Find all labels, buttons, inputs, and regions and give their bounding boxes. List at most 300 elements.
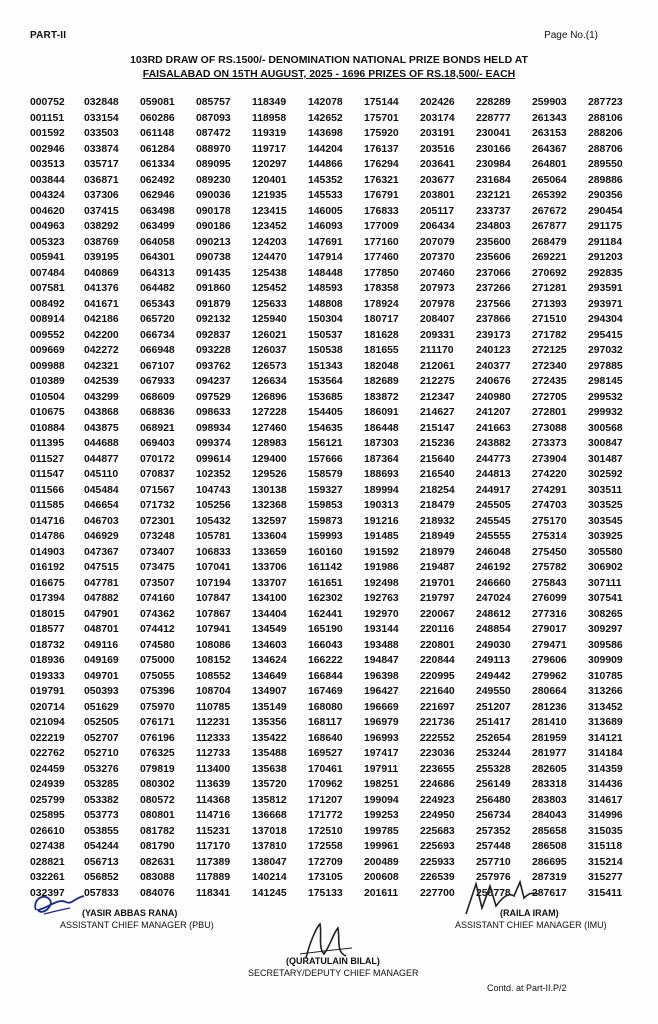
bond-number-cell: 315411 [588,887,623,899]
bond-number-cell: 159993 [308,531,343,542]
signature-left-name: (YASIR ABBAS RANA) [82,908,178,918]
bond-number-cell: 004963 [30,221,65,232]
draw-title-line-2: FAISALABAD ON 15TH AUGUST, 2025 - 1696 PRIZES OF RS.18,500/- EACH [142,68,516,80]
bond-number-cell: 194847 [364,655,399,666]
bond-number-cell: 143698 [308,128,343,139]
table-row [30,560,642,576]
bond-number-cell: 314996 [588,810,623,821]
bond-number-cell: 018577 [30,624,65,635]
bond-number-cell: 248854 [476,624,511,635]
table-row [30,777,642,793]
table-row [30,576,642,592]
bond-number-cell: 220844 [420,655,455,666]
bond-number-cell: 176833 [364,205,399,217]
bond-number-cell: 074580 [140,639,175,651]
bond-number-cell: 135638 [252,763,287,775]
bond-number-cell: 173105 [308,872,343,883]
bond-number-cell: 090213 [196,236,231,248]
bond-number-cell: 271510 [532,314,567,325]
bond-number-cell: 047901 [84,608,119,620]
bond-number-cell: 176321 [364,174,399,186]
bond-number-cell: 315277 [588,872,623,883]
bond-number-cell: 285658 [532,825,567,837]
signature-middle-name: (QURATULAIN BILAL) [286,956,380,966]
bond-number-cell: 107194 [196,577,231,589]
bond-number-cell: 053855 [84,825,119,837]
bond-number-cell: 181655 [364,345,399,356]
bond-number-cell: 244773 [476,453,511,465]
table-row [30,173,642,189]
bond-number-cell: 199253 [364,810,399,821]
bond-number-cell: 274220 [532,469,567,480]
bond-number-cell: 011585 [30,500,65,511]
bond-number-cell: 171207 [308,794,343,806]
bond-number-cell: 309297 [588,624,623,635]
bond-number-cell: 279017 [532,624,567,635]
bond-number-cell: 293591 [588,283,623,294]
table-row [30,808,642,824]
bond-number-cell: 251207 [476,701,511,713]
bond-number-cell: 256734 [476,810,511,821]
bond-number-cell: 237566 [476,298,511,310]
bond-number-cell: 256149 [476,779,511,790]
bond-number-cell: 300568 [588,422,623,434]
bond-number-cell: 239173 [476,329,511,341]
draw-title-line-1: 103RD DRAW OF RS.1500/- DENOMINATION NATIONAL PRIZE BONDS HELD AT [130,54,528,66]
bond-number-cell: 171772 [308,810,343,821]
bond-number-cell: 170962 [308,779,343,790]
signature-right-name: (RAILA IRAM) [500,908,559,918]
bond-number-cell: 172558 [308,841,343,852]
bond-number-cell: 138047 [252,856,287,868]
bond-number-cell: 259903 [532,97,567,108]
bond-number-cell: 223655 [420,763,455,775]
bond-number-cell: 307111 [588,577,622,589]
bond-number-cell: 085757 [196,97,231,108]
bond-number-cell: 212275 [420,376,455,387]
bond-number-cell: 168117 [308,717,343,728]
bond-number-cell: 175920 [364,128,399,139]
bond-number-cell: 126634 [252,376,287,387]
bond-number-cell: 182689 [364,376,399,387]
bond-number-cell: 089230 [196,174,231,186]
bond-number-cell: 245505 [476,500,511,511]
bond-number-cell: 107941 [196,624,231,635]
bond-number-cell: 039195 [84,252,119,263]
bond-number-cell: 042186 [84,314,119,325]
bond-number-cell: 220116 [420,624,455,635]
bond-number-cell: 001151 [30,112,65,124]
bond-number-cell: 003513 [30,159,65,170]
bond-number-cell: 192763 [364,593,399,604]
bond-number-cell: 208407 [420,314,455,325]
bond-number-cell: 257448 [476,841,511,852]
bond-number-cell: 257352 [476,825,511,837]
bond-number-cell: 129400 [252,453,287,465]
bond-number-cell: 183872 [364,391,399,403]
bond-number-cell: 281410 [532,717,567,728]
table-row [30,855,642,871]
bond-number-cell: 191592 [364,546,399,558]
bond-number-cell: 315214 [588,856,623,868]
bond-number-cell: 097529 [196,391,231,403]
bond-number-cell: 119319 [252,128,287,139]
bond-number-cell: 298145 [588,376,623,387]
bond-number-cell: 218979 [420,546,455,558]
bond-number-cell: 094237 [196,376,231,387]
bond-number-cell: 303525 [588,500,623,511]
table-row [30,545,642,561]
bond-number-cell: 126896 [252,391,287,403]
bond-number-cell: 003844 [30,174,65,186]
bond-number-cell: 043875 [84,422,119,434]
bond-number-cell: 271782 [532,329,567,341]
bond-number-cell: 270692 [532,267,567,279]
bond-number-cell: 295415 [588,329,623,341]
bond-number-cell: 228289 [476,97,511,108]
table-row [30,870,642,886]
table-row [30,421,642,437]
bond-number-cell: 108152 [196,655,231,666]
bond-number-cell: 130138 [252,484,287,496]
table-row [30,452,642,468]
bond-number-cell: 148448 [308,267,343,279]
bond-number-cell: 010389 [30,376,65,387]
bond-number-cell: 264801 [532,159,567,170]
table-row [30,405,642,421]
bond-number-cell: 061284 [140,143,175,155]
bond-number-cell: 146093 [308,221,343,232]
table-row [30,436,642,452]
bond-number-cell: 042539 [84,376,119,387]
bond-number-cell: 249550 [476,686,511,697]
bond-number-cell: 314436 [588,779,623,790]
bond-number-cell: 219487 [420,562,455,573]
bond-number-cell: 162302 [308,593,343,604]
bond-number-cell: 221697 [420,701,455,713]
bond-number-cell: 001592 [30,128,65,139]
bond-number-cell: 110785 [196,701,231,713]
bond-number-cell: 027438 [30,841,65,852]
bond-number-cell: 052505 [84,717,119,728]
bond-number-cell: 168080 [308,701,343,713]
bond-number-cell: 263153 [532,128,567,139]
bond-number-cell: 158579 [308,469,343,480]
bond-number-cell: 273373 [532,438,567,449]
bond-number-cell: 235606 [476,252,511,263]
bond-number-cell: 288206 [588,128,623,139]
bond-number-cell: 220801 [420,639,455,651]
table-row [30,622,642,638]
bond-number-cell: 083088 [140,872,175,883]
bond-number-cell: 290356 [588,190,623,201]
bond-number-cell: 224950 [420,810,455,821]
bond-number-cell: 134603 [252,639,287,651]
bond-number-cell: 207978 [420,298,455,310]
bond-number-cell: 137810 [252,841,287,852]
bond-number-cell: 244917 [476,484,511,496]
bond-number-cell: 180717 [364,314,399,325]
bond-number-cell: 246192 [476,562,511,573]
bond-number-cell: 207973 [420,283,455,294]
bond-number-cell: 098633 [196,407,231,418]
bond-number-cell: 033503 [84,128,119,139]
bond-number-cell: 306902 [588,562,623,573]
bond-number-cell: 065343 [140,298,175,310]
bond-number-cell: 114368 [196,794,231,806]
signature-right-title: ASSISTANT CHIEF MANAGER (IMU) [455,920,607,930]
bond-number-cell: 246660 [476,577,511,589]
table-row [30,343,642,359]
bond-number-cell: 251417 [476,717,511,728]
bond-number-cell: 220995 [420,670,455,682]
bond-number-cell: 144866 [308,159,343,170]
table-row [30,793,642,809]
bond-number-cell: 243882 [476,438,511,449]
bond-number-cell: 072301 [140,515,175,527]
bond-number-cell: 060286 [140,112,175,124]
bond-number-cell: 046654 [84,500,119,511]
bond-number-cell: 042272 [84,345,119,356]
bond-number-cell: 221736 [420,717,455,728]
bond-number-cell: 228777 [476,112,511,124]
bond-number-cell: 067107 [140,360,175,372]
bond-number-cell: 293971 [588,298,623,310]
bond-number-cell: 052710 [84,748,119,759]
bond-number-cell: 170461 [308,763,343,775]
bond-number-cell: 223036 [420,748,455,759]
bond-number-cell: 073407 [140,546,175,558]
bond-number-cell: 113400 [196,763,231,775]
bond-number-cell: 118958 [252,112,287,124]
bond-number-cell: 233737 [476,205,511,217]
bond-number-cell: 241207 [476,407,511,418]
bond-number-cell: 197911 [364,763,399,775]
bond-number-cell: 010504 [30,391,65,403]
bond-number-cell: 102352 [196,469,231,480]
bond-number-cell: 049116 [84,639,119,651]
bond-number-cell: 043299 [84,391,119,403]
bond-number-cell: 073248 [140,531,175,542]
bond-number-cell: 146005 [308,205,343,217]
bond-number-cell: 064313 [140,267,175,279]
bond-number-cell: 177460 [364,252,399,263]
bond-number-cell: 125452 [252,283,287,294]
bond-number-cell: 014716 [30,515,65,527]
continued-note: Contd. at Part-II.P/2 [487,983,567,993]
bond-number-cell: 090178 [196,205,231,217]
bond-number-cell: 008914 [30,314,65,325]
bond-number-cell: 037415 [84,205,119,217]
table-row [30,374,642,390]
bond-number-cell: 084076 [140,887,175,899]
bond-number-cell: 018015 [30,608,65,620]
bond-number-cell: 159853 [308,500,343,511]
bond-number-cell: 172510 [308,825,343,837]
bond-number-cell: 181628 [364,329,399,341]
bond-number-cell: 047515 [84,562,119,573]
bond-number-cell: 150538 [308,345,343,356]
bond-number-cell: 198251 [364,779,399,790]
bond-number-cell: 068609 [140,391,175,403]
table-row [30,359,642,375]
bond-number-cell: 272125 [532,345,567,356]
bond-number-cell: 265392 [532,190,567,201]
bond-number-cell: 160160 [308,546,343,558]
bond-number-cell: 049701 [84,670,119,682]
bond-number-cell: 108704 [196,686,231,697]
bond-number-cell: 186091 [364,407,399,418]
bond-number-cell: 090186 [196,221,231,232]
bond-number-cell: 288106 [588,112,623,124]
bond-number-cell: 145533 [308,190,343,201]
bond-number-cell: 190313 [364,500,399,511]
bond-number-cell: 225683 [420,825,455,837]
bond-number-cell: 189994 [364,484,399,496]
bond-number-cell: 125438 [252,267,287,279]
bond-number-cell: 314359 [588,763,623,775]
bond-number-cell: 309586 [588,639,623,651]
bond-number-cell: 248612 [476,608,511,620]
bond-number-cell: 066734 [140,329,175,341]
bond-number-cell: 215236 [420,438,455,449]
bond-number-cell: 247024 [476,593,511,604]
bond-number-cell: 129526 [252,469,287,480]
bond-number-cell: 196427 [364,686,399,697]
bond-number-cell: 286508 [532,841,567,852]
bond-number-cell: 056852 [84,872,119,883]
bond-number-cell: 287617 [532,887,567,899]
bond-number-cell: 255328 [476,763,511,775]
bond-number-cell: 118349 [252,97,287,108]
table-row [30,188,642,204]
bond-number-cell: 099374 [196,438,231,449]
bond-number-cell: 056713 [84,856,119,868]
bond-number-cell: 275450 [532,546,567,558]
bond-number-cell: 145352 [308,174,343,186]
winning-numbers-table [30,95,642,901]
bond-number-cell: 038769 [84,236,119,248]
bond-number-cell: 315035 [588,825,623,837]
table-row [30,715,642,731]
bond-number-cell: 237066 [476,267,511,279]
bond-number-cell: 124470 [252,252,287,263]
bond-number-cell: 041376 [84,283,119,294]
bond-number-cell: 062946 [140,190,175,201]
bond-number-cell: 080302 [140,779,175,790]
bond-number-cell: 240377 [476,360,511,372]
bond-number-cell: 063498 [140,205,175,217]
bond-number-cell: 004620 [30,205,65,217]
bond-number-cell: 221640 [420,686,455,697]
bond-number-cell: 135720 [252,779,287,790]
bond-number-cell: 178924 [364,298,399,310]
bond-number-cell: 140214 [252,872,287,883]
bond-number-cell: 286695 [532,856,567,868]
bond-number-cell: 291184 [588,236,623,248]
bond-number-cell: 064482 [140,283,175,294]
bond-number-cell: 289886 [588,174,623,186]
bond-number-cell: 207460 [420,267,455,279]
bond-number-cell: 061334 [140,159,175,170]
bond-number-cell: 230984 [476,159,511,170]
bond-number-cell: 009669 [30,345,65,356]
table-row [30,142,642,158]
bond-number-cell: 209331 [420,329,455,341]
bond-number-cell: 134649 [252,670,287,682]
bond-number-cell: 068836 [140,407,175,418]
bond-number-cell: 144204 [308,143,343,155]
bond-number-cell: 196669 [364,701,399,713]
signature-left [60,907,214,931]
bond-number-cell: 279962 [532,670,567,682]
bond-number-cell: 127228 [252,407,287,418]
bond-number-cell: 107847 [196,593,231,604]
bond-number-cell: 274291 [532,484,567,496]
bond-number-cell: 215147 [420,422,455,434]
bond-number-cell: 207370 [420,252,455,263]
bond-number-cell: 310785 [588,670,623,682]
bond-number-cell: 271281 [532,283,567,294]
bond-number-cell: 016675 [30,577,65,589]
table-row [30,328,642,344]
bond-number-cell: 280664 [532,686,567,697]
bond-number-cell: 148808 [308,298,343,310]
signature-right [455,907,607,931]
bond-number-cell: 042200 [84,329,119,341]
bond-number-cell: 127460 [252,422,287,434]
bond-number-cell: 191986 [364,562,399,573]
bond-number-cell: 162441 [308,608,343,620]
bond-number-cell: 010675 [30,407,65,418]
bond-number-cell: 025895 [30,810,65,821]
table-row [30,498,642,514]
table-row [30,111,642,127]
bond-number-cell: 133604 [252,531,287,542]
bond-number-cell: 087472 [196,128,231,139]
bond-number-cell: 161142 [308,562,343,573]
bond-number-cell: 291203 [588,252,623,263]
bond-number-cell: 218254 [420,484,455,496]
bond-number-cell: 132597 [252,515,287,527]
bond-number-cell: 197417 [364,748,399,759]
bond-number-cell: 161651 [308,577,343,589]
bond-number-cell: 133707 [252,577,287,589]
bond-number-cell: 063499 [140,221,175,232]
bond-number-cell: 147914 [308,252,343,263]
bond-number-cell: 314617 [588,794,623,806]
bond-number-cell: 261343 [532,112,567,124]
bond-number-cell: 024939 [30,779,65,790]
bond-number-cell: 117170 [196,841,231,852]
bond-number-cell: 018936 [30,655,65,666]
bond-number-cell: 007484 [30,267,65,279]
bond-number-cell: 166222 [308,655,343,666]
bond-number-cell: 099614 [196,453,231,465]
bond-number-cell: 088970 [196,143,231,155]
bond-number-cell: 137018 [252,825,287,837]
bond-number-cell: 128983 [252,438,287,449]
bond-number-cell: 240676 [476,376,511,387]
bond-number-cell: 117889 [196,872,231,883]
bond-number-cell: 290454 [588,205,623,217]
bond-number-cell: 273088 [532,422,567,434]
bond-number-cell: 314121 [588,732,623,744]
bond-number-cell: 011527 [30,453,65,465]
bond-number-cell: 193488 [364,639,399,651]
bond-number-cell: 303925 [588,531,623,542]
bond-number-cell: 076196 [140,732,175,744]
